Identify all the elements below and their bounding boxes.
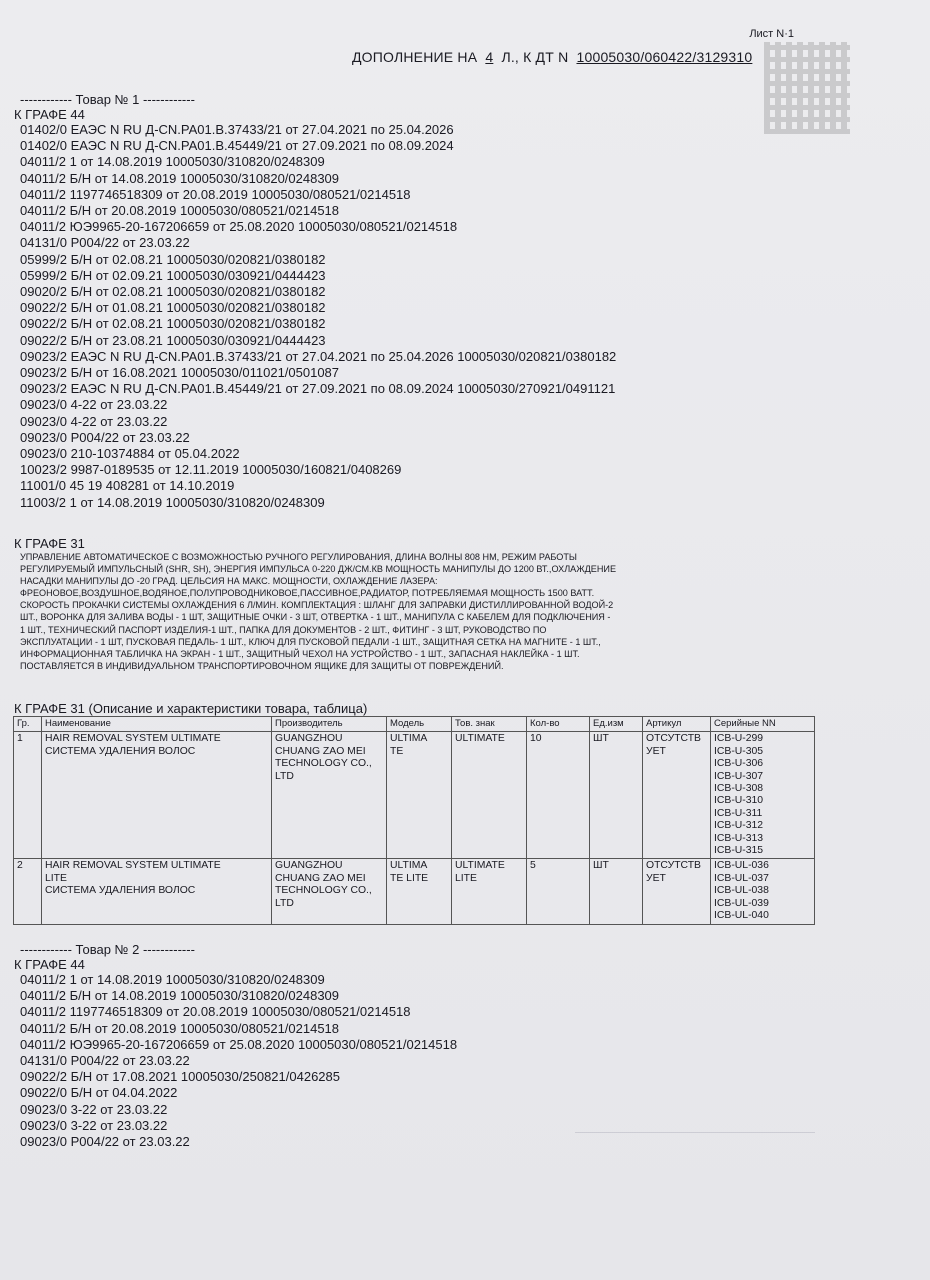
item2-separator: ------------ Товар № 2 ------------ <box>20 942 195 957</box>
item1-g31-description <box>20 551 616 672</box>
g44-line: 04011/2 1197746518309 от 20.08.2019 10005030/080521/0214518 <box>20 186 411 202</box>
cell-article: ОТСУТСТВ УЕТ <box>643 859 711 924</box>
cell-brand: ULTIMATE <box>452 732 527 859</box>
cell-name: HAIR REMOVAL SYSTEM ULTIMATE СИСТЕМА УДАЛЕНИЯ ВОЛОС <box>42 732 272 859</box>
table-header-row <box>14 717 815 732</box>
g44-line: 09023/0 210-10374884 от 05.04.2022 <box>20 446 240 462</box>
g44-line: 04011/2 ЮЭ9965-20-167206659 от 25.08.2020 10005030/080521/0214518 <box>20 219 458 235</box>
cell-maker: GUANGZHOU CHUANG ZAO MEI TECHNOLOGY CO., LTD <box>272 732 387 859</box>
g44-line: 09023/2 ЕАЭС N RU Д-CN.PA01.B.45449/21 от 27.09.2021 по 08.09.2024 10005030/270921/0491121 <box>20 381 616 397</box>
col-unit: Ед.изм <box>590 717 643 732</box>
g44-line: 04011/2 ЮЭ9965-20-167206659 от 25.08.2020 10005030/080521/0214518 <box>20 1036 458 1052</box>
g44-line: 04131/0 Р004/22 от 23.03.22 <box>20 235 190 251</box>
col-model: Модель <box>387 717 452 732</box>
item1-g44-title: К ГРАФЕ 44 <box>14 107 85 122</box>
cell-model: ULTIMA TE LITE <box>387 859 452 924</box>
g31-line: УПРАВЛЕНИЕ АВТОМАТИЧЕСКОЕ С ВОЗМОЖНОСТЬЮ РУЧНОГО РЕГУЛИРОВАНИЯ, ДЛИНА ВОЛНЫ 808 НМ, РЕЖИМ РАБОТЫ <box>20 552 577 562</box>
g44-line: 04011/2 Б/Н от 14.08.2019 10005030/310820/0248309 <box>20 988 340 1004</box>
g44-line: 04011/2 Б/Н от 20.08.2019 10005030/080521/0214518 <box>20 203 340 219</box>
g31-line: ФРЕОНОВОЕ,ВОЗДУШНОЕ,ВОДЯНОЕ,ПОЛУПРОВОДНИКОВОЕ,ПАССИВНОЕ,РАДИАТОР, ПОТРЕБЛЯЕМАЯ МОЩНОСТЬ 1500 ВАТТ. <box>20 588 595 599</box>
g44-line: 04131/0 Р004/22 от 23.03.22 <box>20 1053 190 1069</box>
g44-line: 04011/2 1197746518309 от 20.08.2019 10005030/080521/0214518 <box>20 1004 411 1020</box>
item2-g44-list <box>20 972 457 1150</box>
header-middle: Л., К ДТ N <box>501 49 569 65</box>
cell-model: ULTIMA TE <box>387 732 452 859</box>
cell-unit: ШТ <box>590 732 643 859</box>
goods-table <box>13 716 815 925</box>
g44-line: 09023/0 3-22 от 23.03.22 <box>20 1117 168 1133</box>
g44-line: 09023/0 Р004/22 от 23.03.22 <box>20 429 190 445</box>
g44-line: 09023/2 Б/Н от 16.08.2021 10005030/011021/0501087 <box>20 365 340 381</box>
g44-line: 09022/2 Б/Н от 02.08.21 10005030/020821/0380182 <box>20 316 326 332</box>
col-qty: Кол-во <box>527 717 590 732</box>
cell-serials: ICB-U-299 ICB-U-305 ICB-U-306 ICB-U-307 ICB-U-308 ICB-U-310 ICB-U-311 ICB-U-312 ICB-U-313 ICB-U-315 <box>711 732 815 859</box>
table-row <box>14 732 815 859</box>
g31-line: СКОРОСТЬ ПРОКАЧКИ СИСТЕМЫ ОХЛАЖДЕНИЯ 6 Л/МИН. КОМПЛЕКТАЦИЯ : ШЛАНГ ДЛЯ ЗАПРАВКИ ДИСТИЛЛИРОВАННОЙ ВОДОЙ-2 <box>20 600 614 611</box>
g44-line: 10023/2 9987-0189535 от 12.11.2019 10005030/160821/0408269 <box>20 462 402 478</box>
g44-line: 09023/0 3-22 от 23.03.22 <box>20 1101 168 1117</box>
item1-g44-list <box>20 122 616 511</box>
g31-line: ПОСТАВЛЯЕТСЯ В ИНДИВИДУАЛЬНОМ ТРАНСПОРТИРОВОЧНОМ ЯЩИКЕ ДЛЯ ЗАЩИТЫ ОТ ПОВРЕЖДЕНИЙ. <box>20 660 504 671</box>
header-dt-number: 10005030/060422/3129310 <box>576 49 753 65</box>
g44-line: 01402/0 ЕАЭС N RU Д-CN.PA01.B.45449/21 от 27.09.2021 по 08.09.2024 <box>20 138 454 154</box>
item1-g31-section <box>14 536 617 672</box>
item1-separator: ------------ Товар № 1 ------------ <box>20 92 195 107</box>
g44-line: 09023/0 4-22 от 23.03.22 <box>20 397 168 413</box>
cell-brand: ULTIMATE LITE <box>452 859 527 924</box>
cell-serials: ICB-UL-036 ICB-UL-037 ICB-UL-038 ICB-UL-039 ICB-UL-040 <box>711 859 815 924</box>
g44-line: 04011/2 1 от 14.08.2019 10005030/310820/0248309 <box>20 154 325 170</box>
col-maker: Производитель <box>272 717 387 732</box>
item1-table-title: К ГРАФЕ 31 (Описание и характеристики товара, таблица) <box>14 701 368 716</box>
col-name: Наименование <box>42 717 272 732</box>
sheet-number: Лист N·1 <box>749 28 794 40</box>
cell-maker: GUANGZHOU CHUANG ZAO MEI TECHNOLOGY CO., LTD <box>272 859 387 924</box>
cell-gr: 2 <box>14 859 42 924</box>
g44-line: 05999/2 Б/Н от 02.08.21 10005030/020821/0380182 <box>20 251 326 267</box>
g31-line: ИНФОРМАЦИОННАЯ ТАБЛИЧКА НА ЭКРАН - 1 ШТ., ЗАЩИТНЫЙ ЧЕХОЛ НА УСТРОЙСТВО - 1 ШТ., ЗАПАСНАЯ НАКЛЕЙКА - 1 ШТ. <box>20 648 580 659</box>
g44-line: 09022/0 Б/Н от 04.04.2022 <box>20 1085 178 1101</box>
g44-line: 09022/2 Б/Н от 17.08.2021 10005030/250821/0426285 <box>20 1069 340 1085</box>
g31-line: РЕГУЛИРУЕМЫЙ ИМПУЛЬСНЫЙ (SHR, SH), ЭНЕРГИЯ ИМПУЛЬСА 0-220 ДЖ/СМ.КВ МОЩНОСТЬ МАНИПУЛЫ ДО 1200 ВТ.,ОХЛАЖДЕНИЕ <box>20 564 617 575</box>
g44-line: 04011/2 Б/Н от 14.08.2019 10005030/310820/0248309 <box>20 170 340 186</box>
item1-section <box>14 92 617 511</box>
g44-line: 09020/2 Б/Н от 02.08.21 10005030/020821/0380182 <box>20 284 326 300</box>
header-prefix: ДОПОЛНЕНИЕ НА <box>352 49 478 65</box>
header-pages: 4 <box>485 49 494 65</box>
item2-g44-title: К ГРАФЕ 44 <box>14 957 85 972</box>
table-row <box>14 859 815 924</box>
g31-line: ЭКСПЛУАТАЦИИ - 1 ШТ, ПУСКОВАЯ ПЕДАЛЬ- 1 ШТ., КЛЮЧ ДЛЯ ПУСКОВОЙ ПЕДАЛИ -1 ШТ., ЗАЩИТНАЯ СЕТКА НА МАГНИТЕ - 1 ШТ., <box>20 636 601 647</box>
cell-qty: 10 <box>527 732 590 859</box>
item1-g31-title: К ГРАФЕ 31 <box>14 536 85 551</box>
g44-line: 05999/2 Б/Н от 02.09.21 10005030/030921/0444423 <box>20 267 326 283</box>
col-gr: Гр. <box>14 717 42 732</box>
g44-line: 09023/0 Р004/22 от 23.03.22 <box>20 1134 190 1150</box>
cell-qty: 5 <box>527 859 590 924</box>
g31-line: ШТ., ВОРОНКА ДЛЯ ЗАЛИВА ВОДЫ - 1 ШТ, ЗАЩИТНЫЕ ОЧКИ - 3 ШТ, ОТВЕРТКА - 1 ШТ., МАНИПУЛА С КАБЕЛЕМ ДЛЯ ПОДКЛЮЧЕНИЯ - <box>20 612 611 623</box>
cell-unit: ШТ <box>590 859 643 924</box>
g44-line: 09023/2 ЕАЭС N RU Д-CN.PA01.B.37433/21 от 27.04.2021 по 25.04.2026 10005030/020821/0380182 <box>20 348 617 364</box>
col-article: Артикул <box>643 717 711 732</box>
g44-line: 09022/2 Б/Н от 23.08.21 10005030/030921/0444423 <box>20 332 326 348</box>
g44-line: 09022/2 Б/Н от 01.08.21 10005030/020821/0380182 <box>20 300 326 316</box>
g44-line: 11003/2 1 от 14.08.2019 10005030/310820/0248309 <box>20 494 325 510</box>
document-header <box>352 49 756 65</box>
cell-gr: 1 <box>14 732 42 859</box>
col-brand: Тов. знак <box>452 717 527 732</box>
bleed-through-text <box>575 1132 815 1203</box>
cell-name: HAIR REMOVAL SYSTEM ULTIMATE LITE СИСТЕМА УДАЛЕНИЯ ВОЛОС <box>42 859 272 924</box>
g31-line: НАСАДКИ МАНИПУЛЫ ДО -20 ГРАД. ЦЕЛЬСИЯ НА МАКС. МОЩНОСТИ, ОХЛАЖДЕНИЕ ЛАЗЕРА: <box>20 576 438 587</box>
col-serials: Серийные NN <box>711 717 815 732</box>
g44-line: 04011/2 Б/Н от 20.08.2019 10005030/080521/0214518 <box>20 1020 340 1036</box>
g31-line: 1 ШТ., ТЕХНИЧЕСКИЙ ПАСПОРТ ИЗДЕЛИЯ-1 ШТ., ПАПКА ДЛЯ ДОКУМЕНТОВ - 2 ШТ., ФИТИНГ - 3 ШТ, РУКОВОДСТВО ПО <box>20 624 547 635</box>
item2-section <box>14 942 458 1150</box>
g44-line: 01402/0 ЕАЭС N RU Д-CN.PA01.B.37433/21 от 27.04.2021 по 25.04.2026 <box>20 122 454 137</box>
item1-table-title-wrap <box>14 701 368 716</box>
g44-line: 11001/0 45 19 408281 от 14.10.2019 <box>20 478 235 494</box>
g44-line: 09023/0 4-22 от 23.03.22 <box>20 413 168 429</box>
qr-code-bleed-icon <box>764 42 850 134</box>
cell-article: ОТСУТСТВ УЕТ <box>643 732 711 859</box>
g44-line: 04011/2 1 от 14.08.2019 10005030/310820/0248309 <box>20 972 325 987</box>
